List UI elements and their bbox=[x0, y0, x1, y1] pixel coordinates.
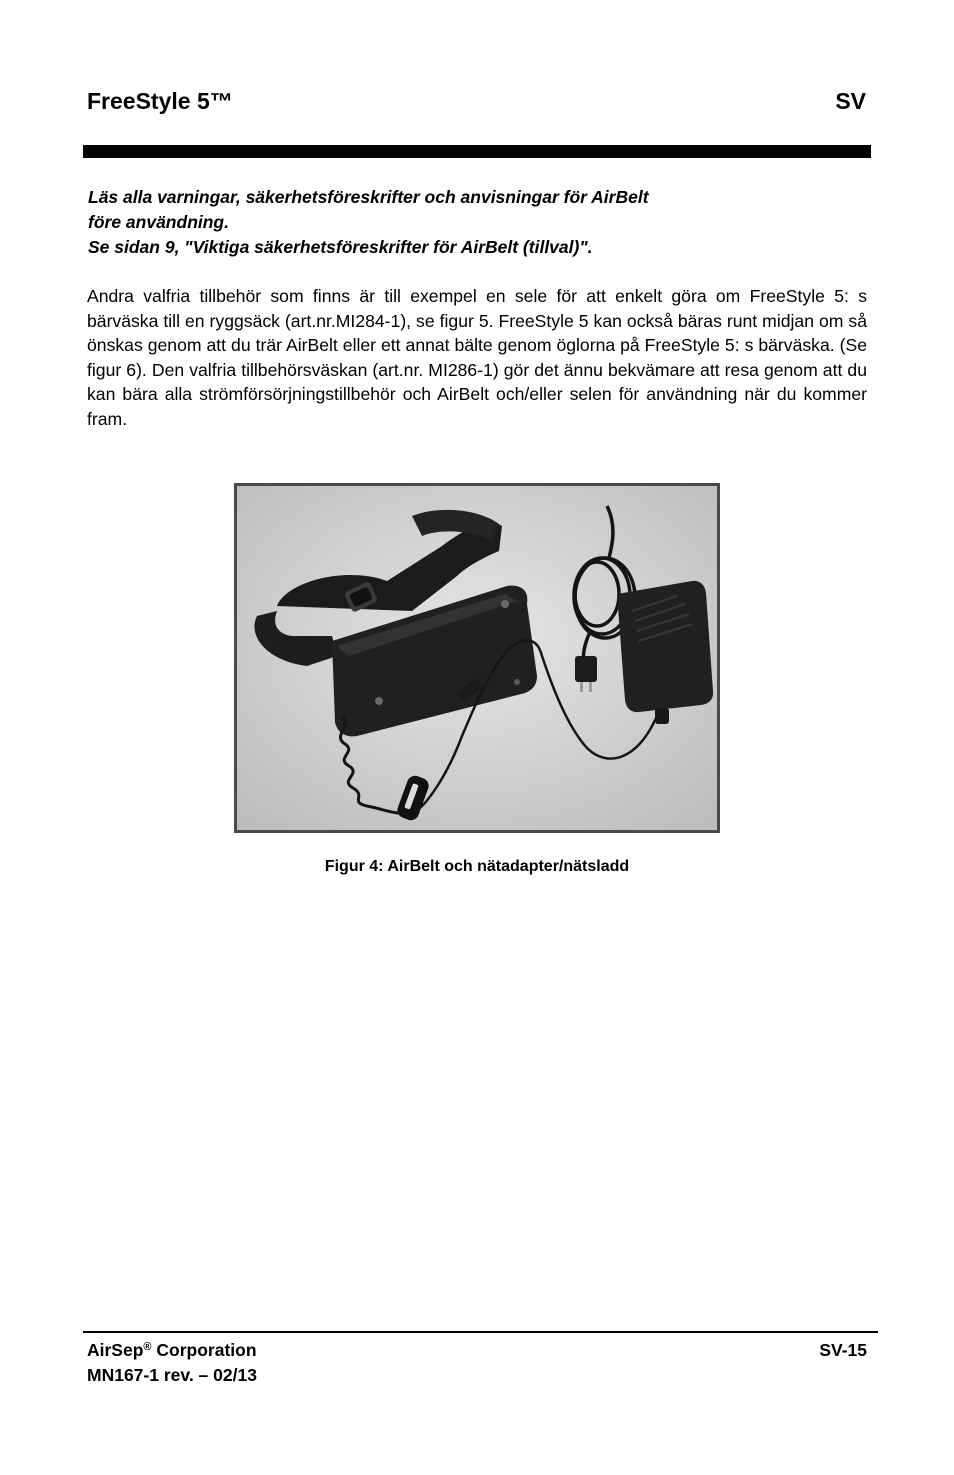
header-divider bbox=[83, 145, 871, 158]
power-adapter bbox=[617, 581, 713, 724]
warning-line-3: Se sidan 9, "Viktiga säkerhetsföreskrifter för AirBelt (tillval)". bbox=[88, 237, 593, 257]
photo-illustration bbox=[237, 486, 717, 830]
language-code: SV bbox=[835, 88, 866, 114]
footer-document-number: MN167-1 rev. – 02/13 bbox=[87, 1365, 257, 1385]
accessories-paragraph: Andra valfria tillbehör som finns är till exempel en sele för att enkelt göra om FreeStyle 5: s bärväska till en ryggsäck (art.nr.MI284-1), se figur 5. FreeStyle 5 kan också bäras runt midjan om så önskas genom att du trär AirBelt eller ett annat bälte genom öglorna på FreeStyle 5: s bärväska. (Se figur 6). Den valfria tillbehörsväskan (art.nr. MI286-1) gör det ännu bekvämare att resa genom att du kan bära alla strömförsörjningstillbehör och AirBelt och/eller selen för användning när du kommer fram. bbox=[87, 286, 867, 429]
warning-line-2: före användning. bbox=[88, 212, 229, 232]
registered-mark: ® bbox=[143, 1341, 152, 1353]
company-suffix: Corporation bbox=[151, 1340, 257, 1360]
footer-company bbox=[87, 1338, 257, 1363]
company-name: AirSep bbox=[87, 1340, 144, 1360]
airbelt-adapter-photo bbox=[234, 483, 720, 833]
page-number: SV-15 bbox=[819, 1340, 867, 1360]
footer-info bbox=[87, 1338, 257, 1388]
safety-warning bbox=[88, 185, 868, 260]
footer-divider bbox=[83, 1331, 878, 1333]
document-title: FreeStyle 5™ bbox=[87, 88, 233, 114]
figure-caption: Figur 4: AirBelt och nätadapter/nätsladd bbox=[324, 858, 630, 875]
warning-line-1: Läs alla varningar, säkerhetsföreskrifter och anvisningar för AirBelt bbox=[88, 187, 649, 207]
